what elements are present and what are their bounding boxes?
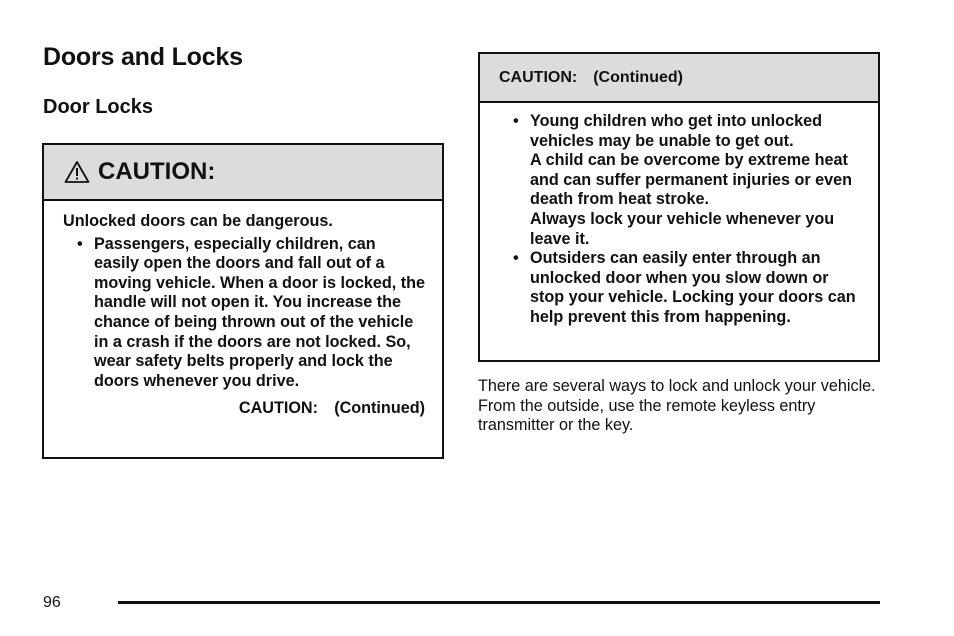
caution-continued-label: CAUTION: (Continued) xyxy=(238,399,425,418)
bullet-dot-icon: • xyxy=(513,249,519,268)
caution-box-right-body xyxy=(480,103,878,328)
section-title: Doors and Locks xyxy=(43,43,243,71)
footer-rule xyxy=(118,601,880,604)
caution-bullet-line: Young children who get into unlocked vehicles may be unable to get out. xyxy=(530,112,822,150)
caution-bullet xyxy=(499,249,862,327)
caution-bullet-list xyxy=(63,235,425,392)
caution-box-right-header xyxy=(480,54,878,103)
caution-heading: CAUTION: xyxy=(98,158,216,185)
caution-bullet-line: A child can be overcome by extreme heat and can suffer permanent injuries or even death from heat stroke. xyxy=(530,151,853,209)
body-paragraph: There are several ways to lock and unlock your vehicle. From the outside, use the remote keyless entry transmitter or the key. xyxy=(478,377,876,435)
caution-intro: Unlocked doors can be dangerous. xyxy=(63,212,333,230)
caution-box-left-header xyxy=(44,145,442,201)
bullet-dot-icon: • xyxy=(513,112,519,130)
warning-triangle-icon xyxy=(64,160,90,184)
caution-box-right xyxy=(478,52,880,362)
caution-bullet-line: Outsiders can easily enter through an unlocked door when you slow down or stop your vehicle. Locking your doors can help prevent this from happening. xyxy=(530,249,856,326)
subsection-title: Door Locks xyxy=(43,96,154,118)
caution-box-left-body xyxy=(44,201,442,419)
caution-bullet xyxy=(63,235,425,392)
caution-bullet-list xyxy=(499,112,862,328)
caution-box-left xyxy=(42,143,444,459)
caution-bullet-text: Passengers, especially children, can easily open the doors and fall out of a moving vehicle. When a door is locked, the handle will not open it. You increase the chance of being thrown out of the vehicle in a crash if the doors are not locked. So, wear safety belts properly and lock the doors whenever you drive. xyxy=(94,234,426,390)
caution-bullet xyxy=(499,112,862,249)
page-number: 96 xyxy=(43,594,61,611)
caution-continued-heading: CAUTION: (Continued) xyxy=(499,68,683,86)
bullet-dot-icon: • xyxy=(77,234,83,253)
caution-bullet-line: Always lock your vehicle whenever you leave it. xyxy=(530,209,835,248)
